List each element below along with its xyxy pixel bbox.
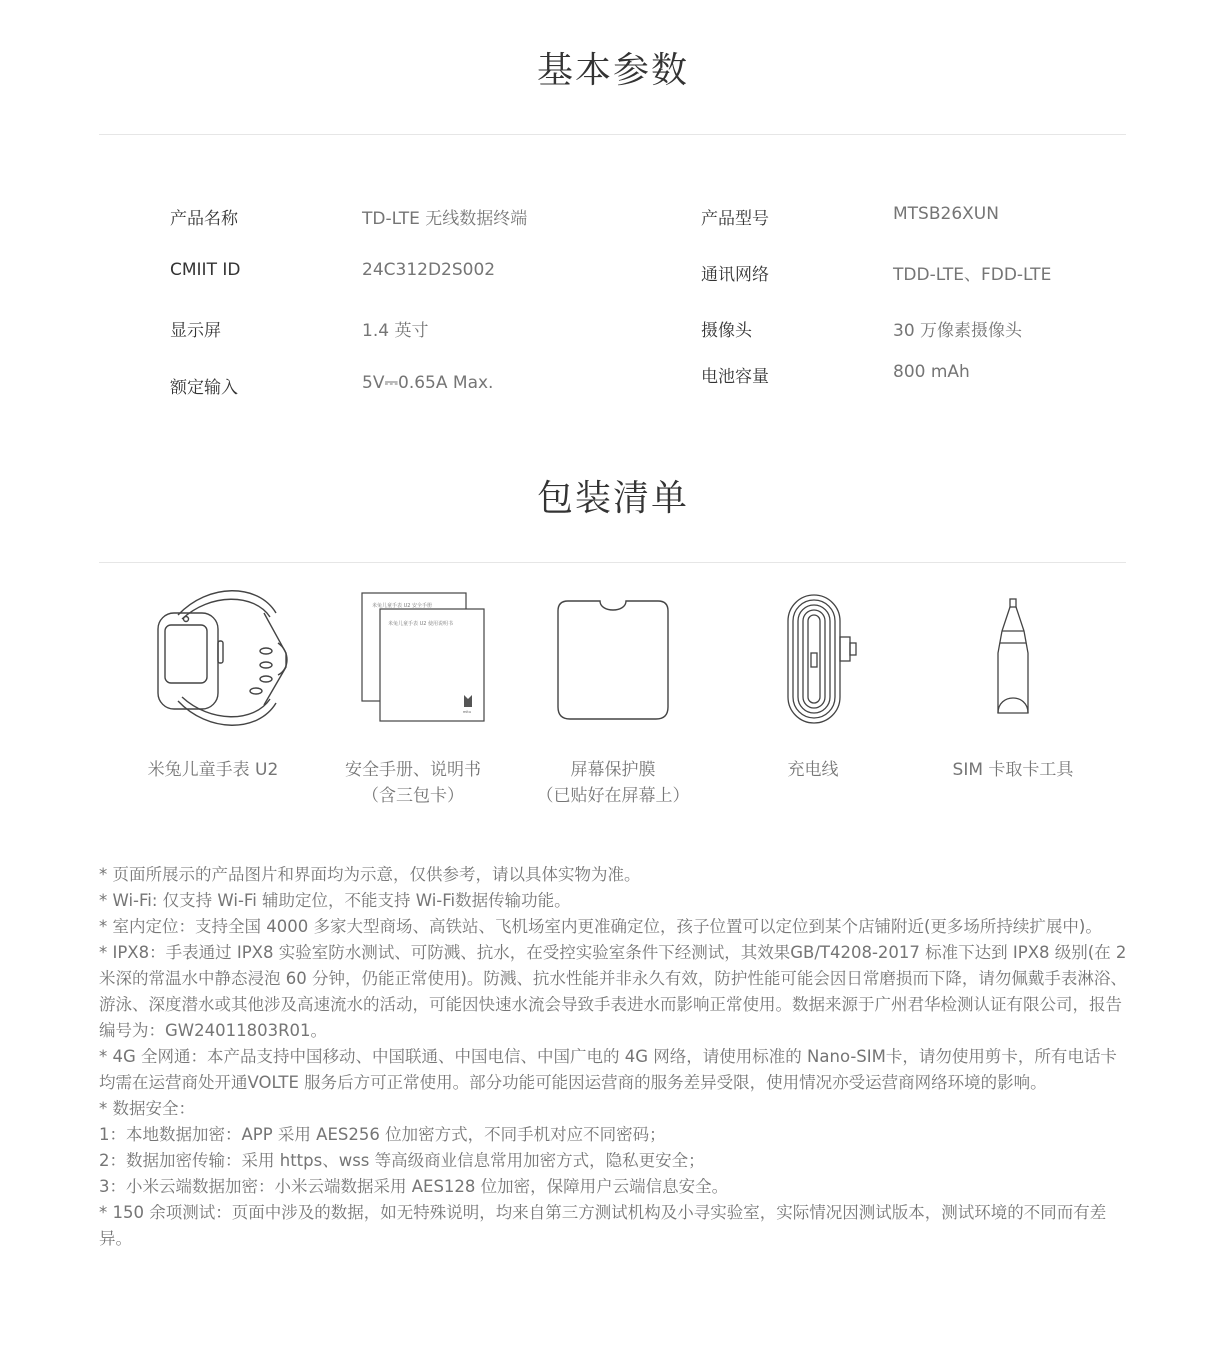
package-item-charging-cable-name: 充电线 (787, 760, 839, 780)
spec-label-display: 显示屏 (170, 321, 221, 341)
specs-title: 基本参数 (536, 50, 689, 91)
charging-cable-icon (738, 583, 888, 733)
package-item-charging-cable (713, 583, 913, 783)
spec-label-network: 通讯网络 (701, 265, 769, 285)
package-item-manual-name: 安全手册、说明书 (345, 760, 481, 780)
spec-value-battery: 800 mAh (893, 362, 970, 382)
package-item-sim-tool-name: SIM 卡取卡工具 (952, 760, 1074, 780)
package-item-sim-tool (913, 583, 1113, 783)
package-item-screen-film-note: （已贴好在屏幕上） (536, 786, 690, 806)
note-2: * Wi-Fi: 仅支持 Wi-Fi 辅助定位，不能支持 Wi-Fi数据传输功能。 (99, 891, 571, 910)
spec-label-battery: 电池容量 (701, 367, 769, 387)
manual-front-text: 米兔儿童手表 U2 使用说明书 (388, 621, 454, 627)
package-item-watch (113, 583, 313, 783)
note-9: 3：小米云端数据加密：小米云端数据采用 AES128 位加密，保障用户云端信息安全。 (99, 1177, 729, 1196)
footnotes (99, 862, 1129, 1252)
package-divider (99, 562, 1126, 563)
note-10: * 150 余项测试：页面中涉及的数据，如无特殊说明，均来自第三方测试机构及小寻实验室，实际情况因测试版本，测试环境的不同而有差异。 (99, 1203, 1107, 1248)
screen-film-icon (538, 583, 688, 733)
note-6: * 数据安全： (99, 1099, 195, 1118)
note-5: * 4G 全网通：本产品支持中国移动、中国联通、中国电信、中国广电的 4G 网络，请使用标准的 Nano-SIM卡，请勿使用剪卡，所有电话卡均需在运营商处开通VOLTE 服务后方可正常使用。部分功能可能因运营商的服务差异受限，使用情况亦受运营商网络环境的影响。 (99, 1047, 1117, 1092)
spec-label-product-name: 产品名称 (170, 209, 238, 229)
spec-value-product-name: TD-LTE 无线数据终端 (362, 209, 528, 229)
manual-icon (338, 583, 488, 733)
spec-label-model: 产品型号 (701, 209, 769, 229)
package-item-screen-film-name: 屏幕保护膜 (570, 760, 656, 780)
spec-label-cmiit-id: CMIIT ID (170, 260, 241, 280)
package-item-manual-note: （含三包卡） (362, 786, 464, 806)
spec-value-rated-input: 5V⎓0.65A Max. (362, 373, 494, 393)
spec-value-camera: 30 万像素摄像头 (893, 321, 1023, 341)
specs-divider (99, 134, 1126, 135)
note-3: * 室内定位：支持全国 4000 多家大型商场、高铁站、飞机场室内更准确定位，孩子位置可以定位到某个店铺附近(更多场所持续扩展中)。 (99, 917, 1102, 936)
sim-tool-icon (938, 583, 1088, 733)
note-1: * 页面所展示的产品图片和界面均为示意，仅供参考，请以具体实物为准。 (99, 865, 641, 884)
watch-icon (138, 583, 288, 733)
spec-value-display: 1.4 英寸 (362, 321, 429, 341)
note-8: 2：数据加密传输：采用 https、wss 等高级商业信息常用加密方式，隐私更安全； (99, 1151, 705, 1170)
note-7: 1：本地数据加密：APP 采用 AES256 位加密方式，不同手机对应不同密码； (99, 1125, 666, 1144)
package-item-manual (313, 583, 513, 809)
package-item-watch-name: 米兔儿童手表 U2 (147, 760, 279, 780)
spec-value-cmiit-id: 24C312D2S002 (362, 260, 496, 280)
spec-value-network: TDD-LTE、FDD-LTE (893, 265, 1052, 285)
note-4: * IPX8：手表通过 IPX8 实验室防水测试、可防溅、抗水，在受控实验室条件下经测试，其效果GB/T4208-2017 标准下达到 IPX8 级别(在 2 米深的常温水中静态浸泡 60 分钟，仍能正常使用)。防溅、抗水性能并非永久有效，防护性能可能会因日常磨损而下降，请勿佩戴手表淋浴、游泳、深度潜水或其他涉及高速流水的活动，可能因快速水流会导致手表进水而影响正常使用。数据来源于广州君华检测认证有限公司，报告编号为：GW24011803R01。 (99, 943, 1127, 1040)
package-item-screen-film (513, 583, 713, 809)
spec-label-camera: 摄像头 (701, 321, 752, 341)
package-title: 包装清单 (536, 478, 689, 519)
manual-brand-text: mitu (463, 710, 471, 714)
manual-back-text: 米兔儿童手表 U2 安全手册 (372, 603, 433, 609)
spec-label-rated-input: 额定输入 (170, 378, 238, 398)
spec-value-model: MTSB26XUN (893, 204, 999, 224)
